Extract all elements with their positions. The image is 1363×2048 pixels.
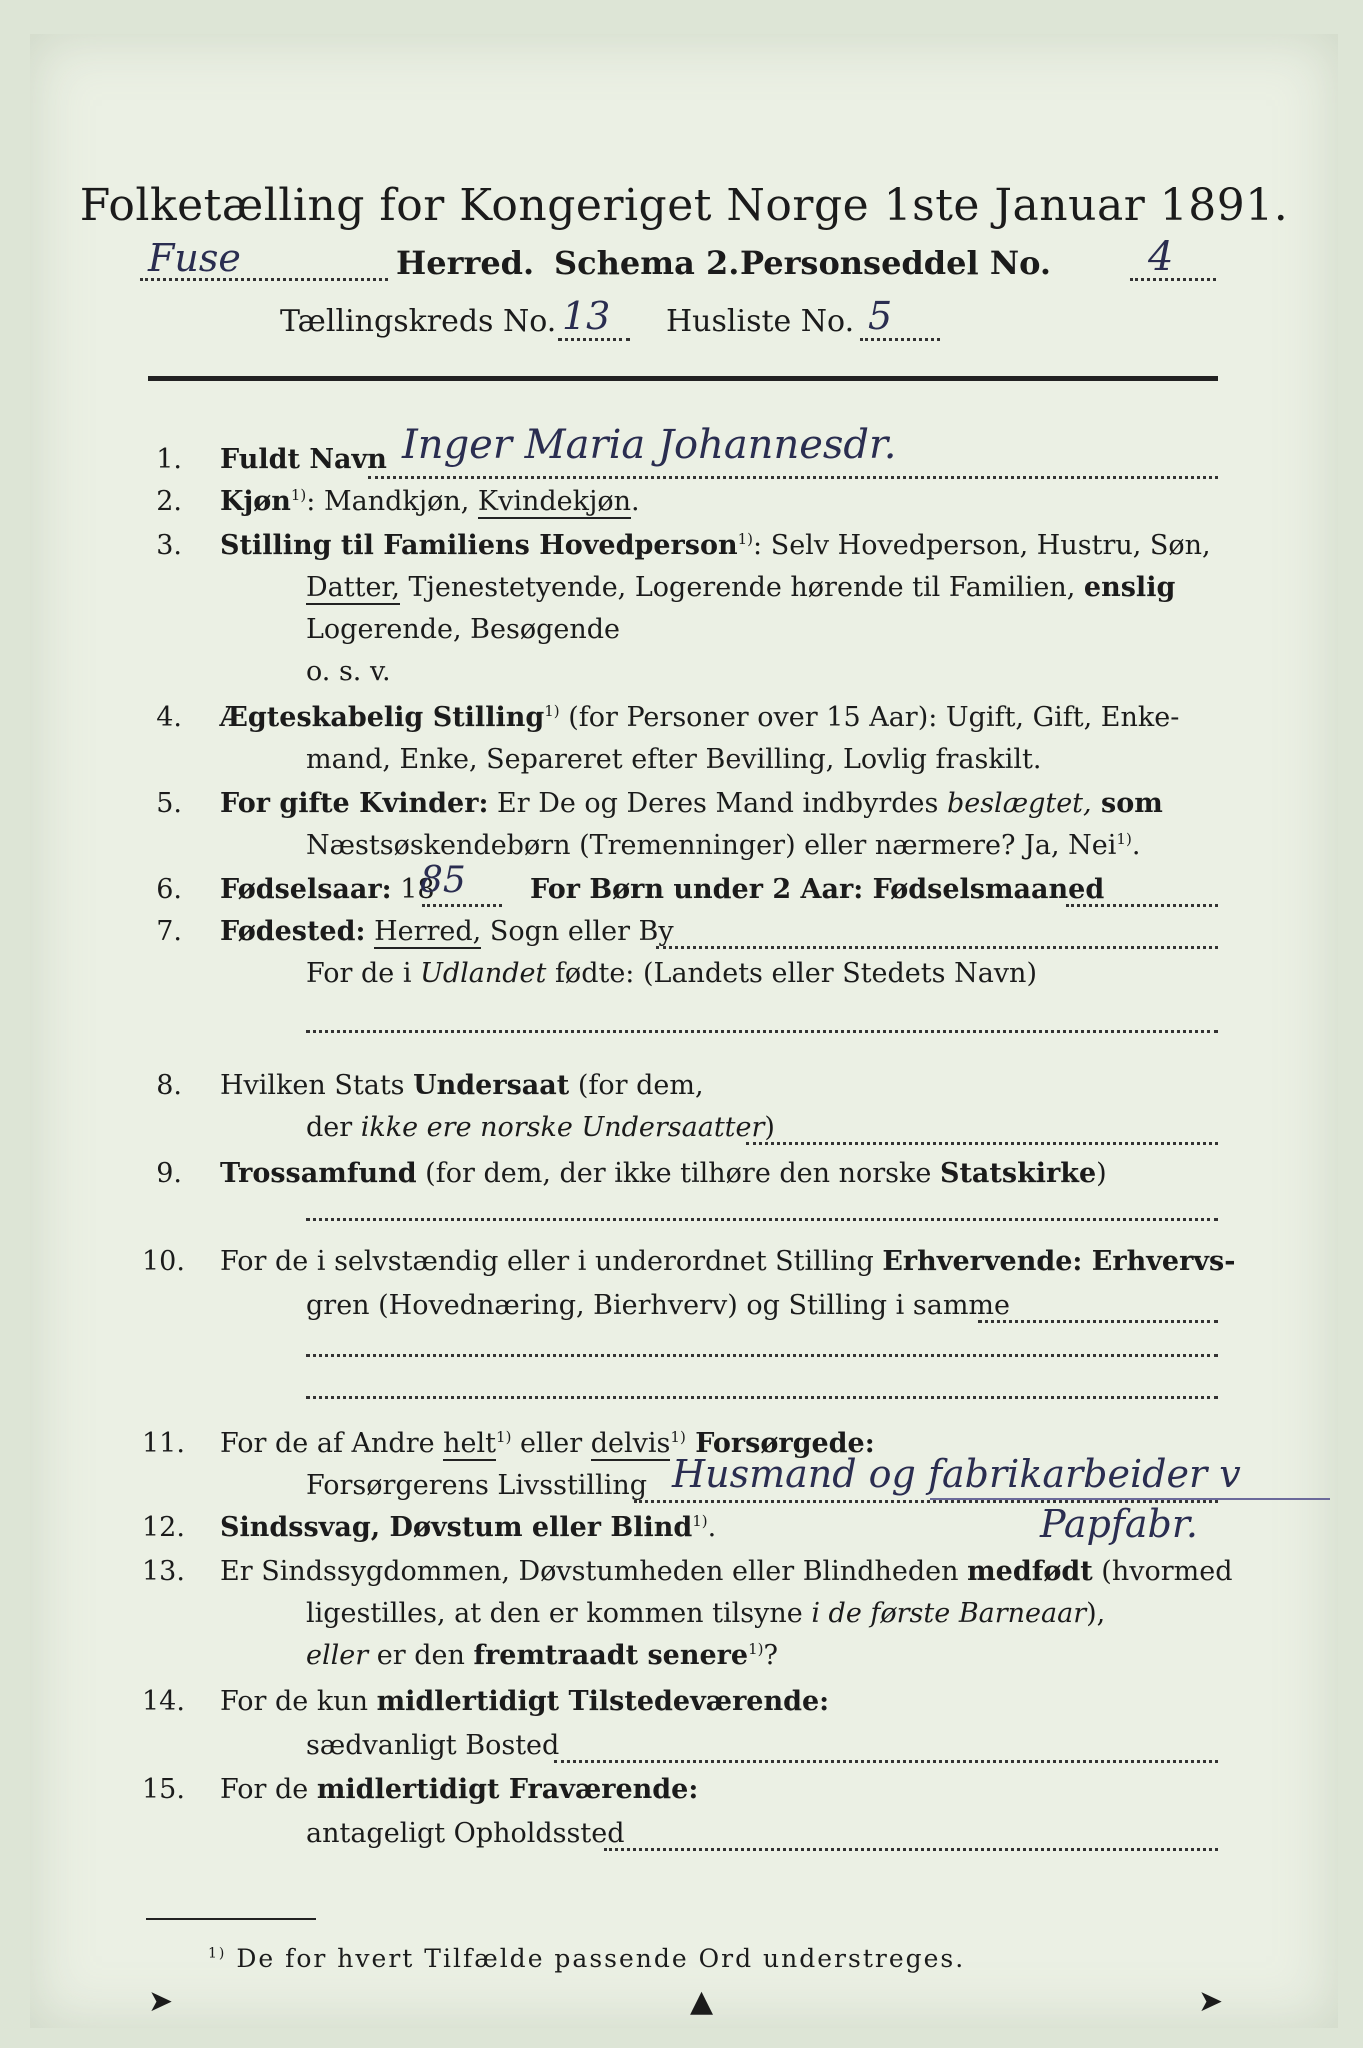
q7-line2: For de i Udlandet fødte: (Landets eller Stedets Navn): [306, 958, 1037, 989]
form-title: Folketælling for Kongeriget Norge 1ste Januar 1891.: [79, 180, 1289, 231]
q3-line1: Stilling til Familiens Hovedperson$^{1)}$: Selv Hovedperson, Hustru, Søn,: [220, 530, 1211, 561]
q11-hand-rule: [930, 1498, 1330, 1500]
q8-dotline: [746, 1142, 1218, 1145]
q2-underlined-choice: Kvindekjøn: [477, 486, 632, 517]
q11-livsstilling-value: Husmand og fabrikarbeider v: [672, 1452, 1241, 1496]
q7-line1: Fødested: Herred, Sogn eller By: [220, 916, 674, 947]
q3-line4: o. s. v.: [306, 656, 391, 687]
q14-line2: sædvanligt Bosted: [306, 1730, 560, 1761]
q15-line2: antageligt Opholdssted: [306, 1818, 625, 1849]
q14-number: 14.: [142, 1686, 185, 1717]
q5-line2: Næstsøskendebørn (Tremenninger) eller nærmere? Ja, Nei$^{1)}$.: [306, 830, 1141, 861]
q1-label: Fuldt Navn: [220, 444, 387, 475]
footnote: $^{1)}$ De for hvert Tilfælde passende Ord understreges.: [208, 1944, 966, 1973]
q11-underlined-helt: helt: [443, 1428, 497, 1459]
q6-number: 6.: [156, 874, 182, 905]
q2-text: Kjøn$^{1)}$: Mandkjøn, Kvindekjøn.: [220, 486, 640, 517]
q10-dotline-2: [306, 1354, 1218, 1357]
q6-label-row: Fødselsaar: 18: [220, 874, 435, 905]
q10-number: 10.: [142, 1246, 185, 1277]
header-rule: [148, 376, 1218, 381]
husliste-label: Husliste No.: [666, 304, 855, 339]
q8-number: 8.: [156, 1070, 182, 1101]
q11-underlined-delvis: delvis: [590, 1428, 671, 1459]
q4-number: 4.: [156, 702, 182, 733]
q12-line1: Sindssvag, Døvstum eller Blind$^{1)}$.: [220, 1512, 717, 1543]
q9-dotline: [306, 1218, 1218, 1221]
q15-number: 15.: [142, 1774, 185, 1805]
q13-line2: ligestilles, at den er kommen tilsyne i de første Barneaar),: [306, 1598, 1106, 1629]
q2-number: 2.: [156, 486, 182, 517]
q3-line3: Logerende, Besøgende: [306, 614, 620, 645]
q3-underlined-choice: Datter,: [306, 572, 400, 603]
taellingskreds-dotline: [558, 338, 630, 341]
q7-number: 7.: [156, 916, 182, 947]
q11-number: 11.: [142, 1428, 185, 1459]
herred-label: Herred.: [396, 244, 535, 282]
taellingskreds-value: 13: [562, 294, 611, 338]
q10-dotline-1: [978, 1320, 1218, 1323]
census-form: [30, 34, 1338, 2028]
footnote-rule: [146, 1918, 316, 1920]
q14-dotline: [554, 1760, 1218, 1763]
q13-number: 13.: [142, 1556, 185, 1587]
q10-line2: gren (Hovednæring, Bierhverv) og Stilling i samme: [306, 1290, 1011, 1321]
personseddel-label: Personseddel No.: [740, 244, 1051, 282]
q1-name-value: Inger Maria Johannesdr.: [402, 422, 897, 468]
corner-mark-left: ➤: [148, 1984, 174, 2019]
q9-line1: Trossamfund (for dem, der ikke tilhøre den norske Statskirke): [220, 1158, 1107, 1189]
q1-dotline: [368, 476, 1218, 479]
q11-line2-label: Forsørgerens Livsstilling: [306, 1470, 648, 1501]
q1-number: 1.: [156, 444, 182, 475]
personseddel-value: 4: [1148, 234, 1174, 280]
q4-line1: Ægteskabelig Stilling$^{1)}$ (for Personer over 15 Aar): Ugift, Gift, Enke-: [220, 702, 1180, 733]
q14-line1: For de kun midlertidigt Tilstedeværende:: [220, 1686, 830, 1717]
taellingskreds-label: Tællingskreds No.: [280, 304, 557, 339]
q8-line2: der ikke ere norske Undersaatter): [306, 1112, 775, 1143]
husliste-value: 5: [868, 294, 893, 338]
q5-line1: For gifte Kvinder: Er De og Deres Mand indbyrdes beslægtet, som: [220, 788, 1163, 819]
corner-mark-center: ▲: [690, 1984, 714, 2019]
q11-line1: For de af Andre helt$^{1)}$ eller delvis$^{1)}$ Forsørgede:: [220, 1428, 875, 1459]
q5-number: 5.: [156, 788, 182, 819]
q6-month-label: For Børn under 2 Aar: Fødselsmaaned: [530, 874, 1105, 905]
q7-underlined-choice: Herred,: [374, 916, 482, 947]
corner-mark-right: ➤: [1198, 1984, 1224, 2019]
q4-line2: mand, Enke, Separeret efter Bevilling, Lovlig fraskilt.: [306, 744, 1042, 775]
q3-number: 3.: [156, 530, 182, 561]
q8-line1: Hvilken Stats Undersaat (for dem,: [220, 1070, 704, 1101]
q7-dotline: [656, 946, 1218, 949]
q13-line3: eller er den fremtraadt senere$^{1)}$?: [306, 1640, 778, 1671]
q6-year-dotline: [422, 904, 502, 907]
husliste-dotline: [860, 338, 940, 341]
herred-value: Fuse: [148, 236, 241, 280]
q12-number: 12.: [142, 1512, 185, 1543]
q3-line2: Datter, Tjenestetyende, Logerende hørende til Familien, enslig: [306, 572, 1176, 603]
schema-label: Schema 2.: [554, 244, 740, 282]
q10-dotline-3: [306, 1396, 1218, 1399]
q15-dotline: [604, 1848, 1218, 1851]
q15-line1: For de midlertidigt Fraværende:: [220, 1774, 699, 1805]
q11-livsstilling-value-cont: Papfabr.: [1040, 1502, 1198, 1546]
q13-line1: Er Sindssygdommen, Døvstumheden eller Blindheden medfødt (hvormed: [220, 1556, 1233, 1587]
herred-dotline: [140, 278, 388, 281]
q6-month-dotline: [1066, 904, 1218, 907]
q9-number: 9.: [156, 1158, 182, 1189]
personseddel-dotline: [1130, 278, 1216, 281]
q6-year-value: 85: [420, 860, 466, 901]
q10-line1: For de i selvstændig eller i underordnet Stilling Erhvervende: Erhvervs-: [220, 1246, 1236, 1277]
q7-foreign-dotline: [306, 1030, 1218, 1033]
